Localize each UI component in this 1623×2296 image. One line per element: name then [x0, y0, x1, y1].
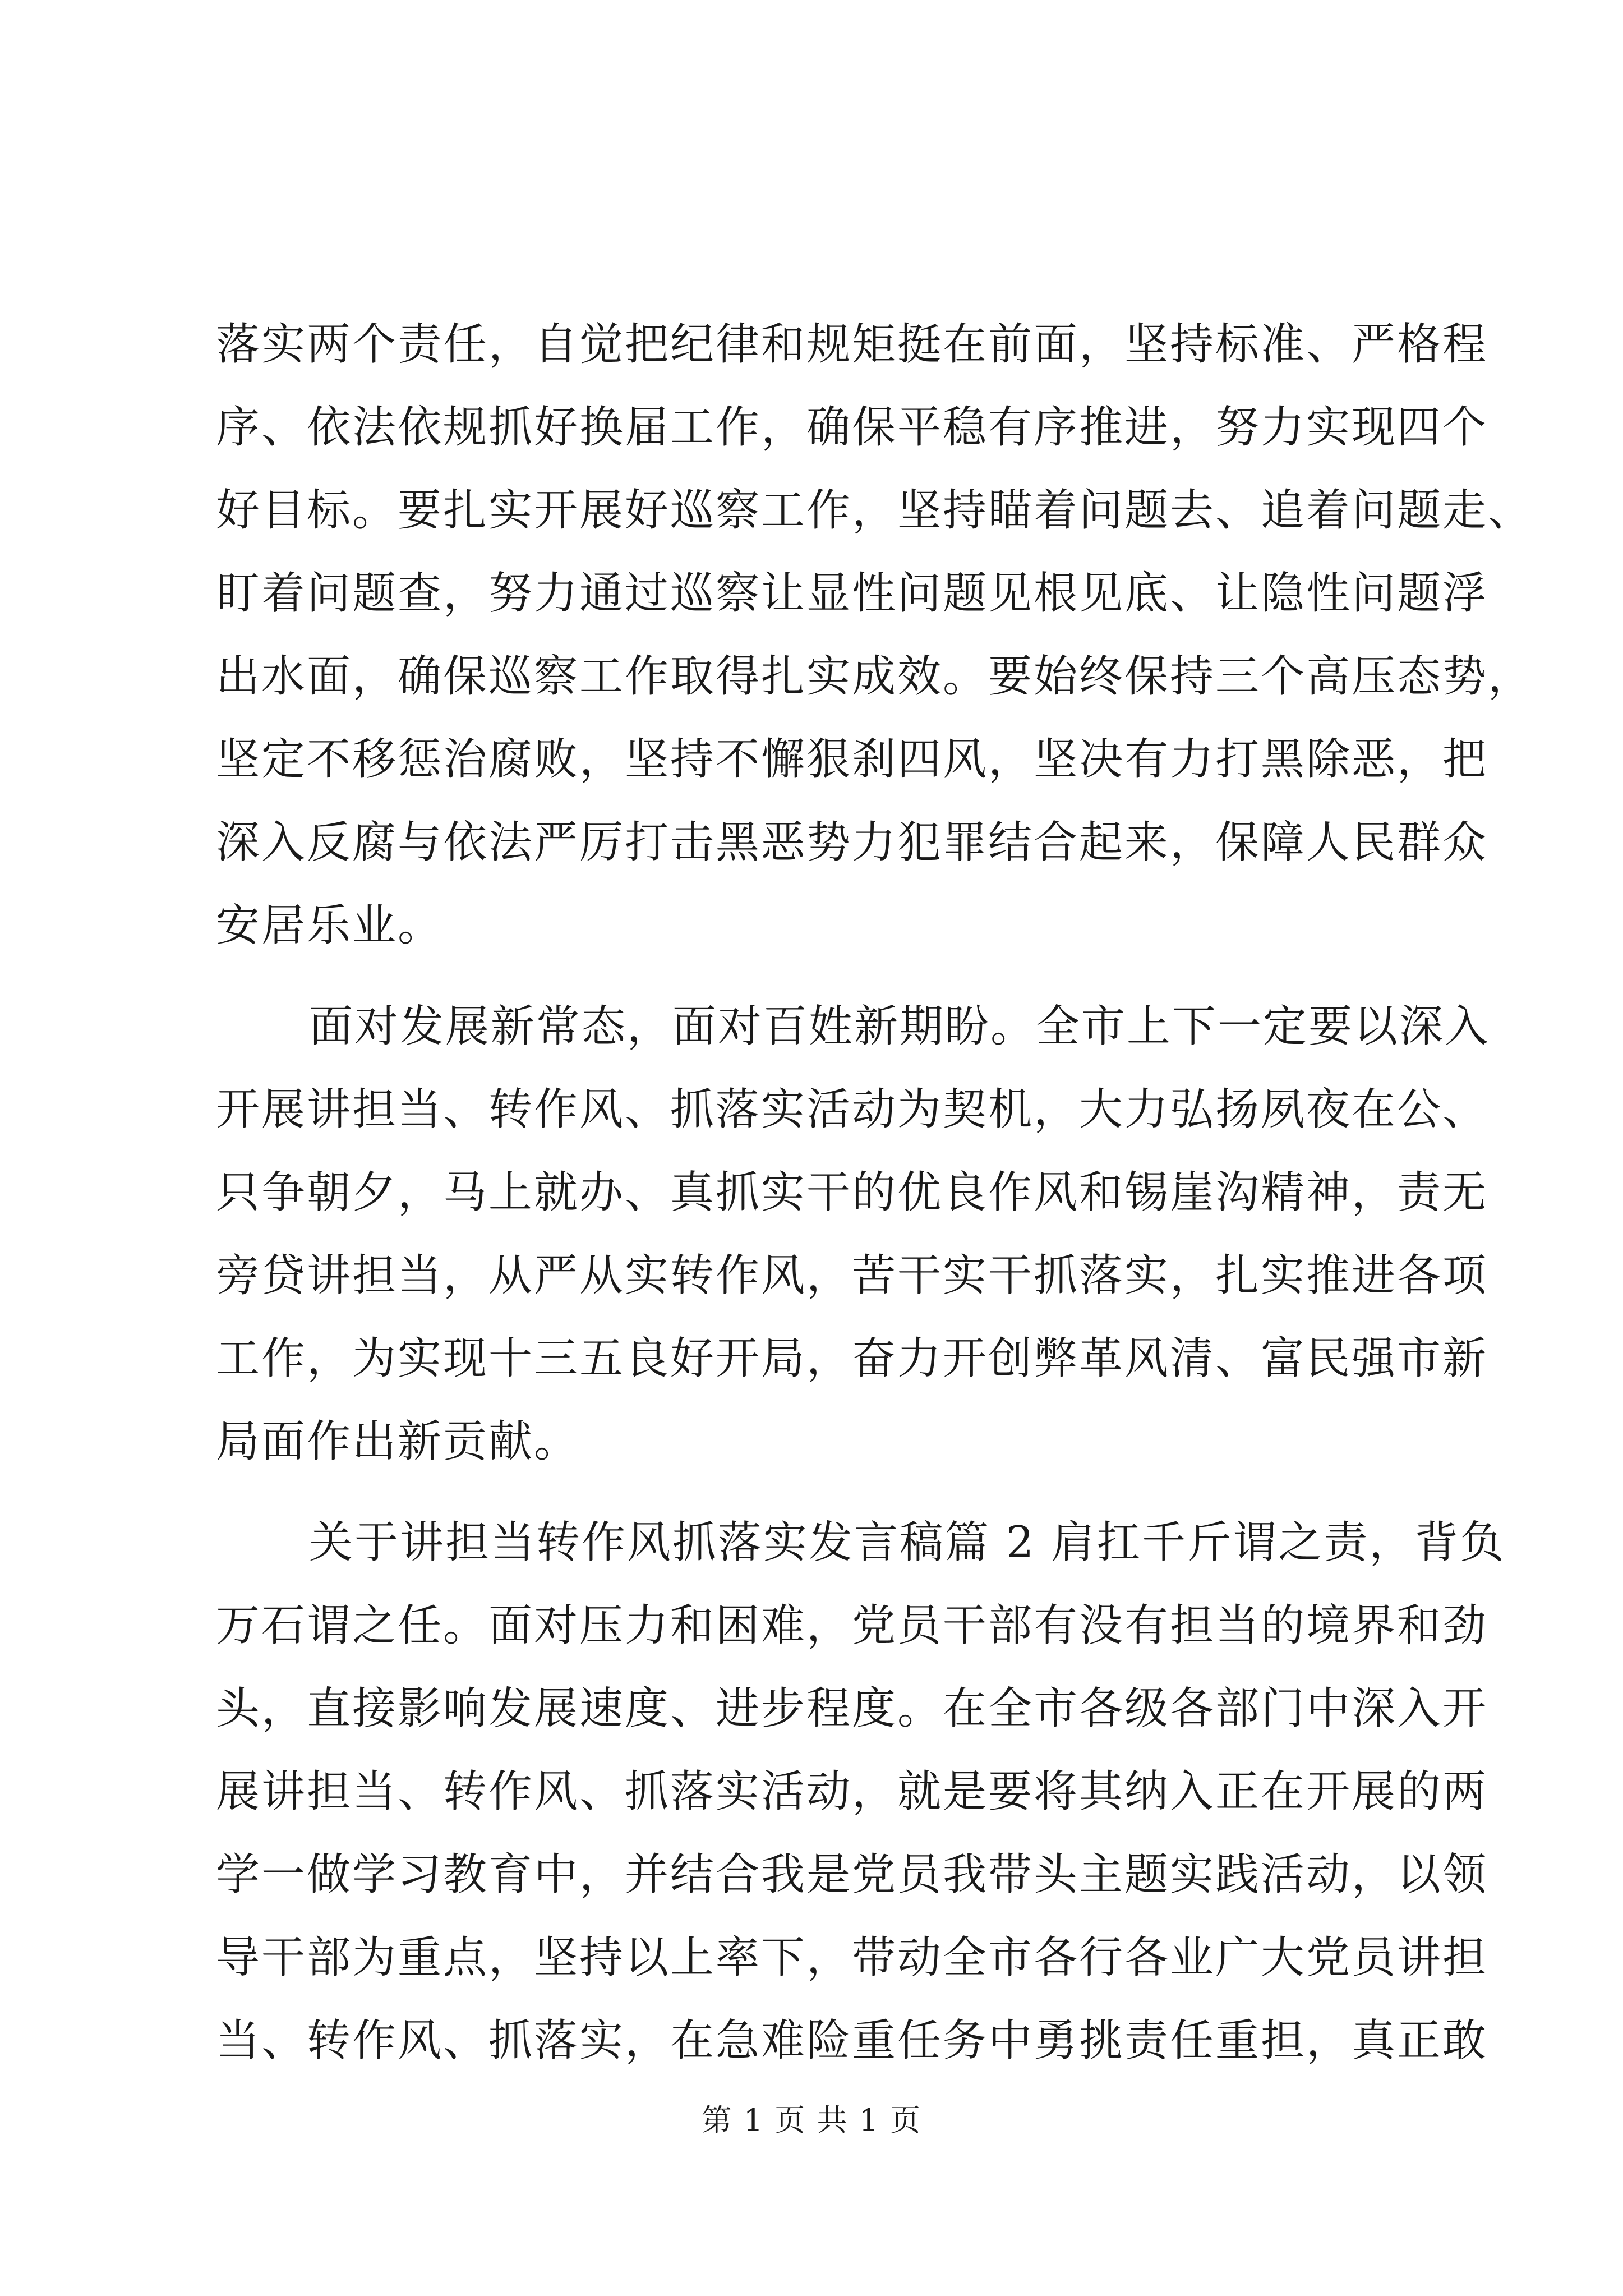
- text-line: 坚定不移惩治腐败，坚持不懈狠刹四风，坚决有力打黑除恶，把: [216, 734, 1488, 785]
- text-line: 当、转作风、抓落实，在急难险重任务中勇挑责任重担，真正敢: [216, 2016, 1488, 2066]
- text-line: 安居乐业。: [216, 900, 444, 951]
- paragraph: [216, 303, 1534, 967]
- text-line: 导干部为重点，坚持以上率下，带动全市各行各业广大党员讲担: [216, 1932, 1488, 1983]
- text-line: 出水面，确保巡察工作取得扎实成效。要始终保持三个高压态势，: [216, 651, 1534, 702]
- paragraph-gap: [216, 967, 1450, 985]
- text-line: 深入反腐与依法严厉打击黑恶势力犯罪结合起来，保障人民群众: [216, 817, 1488, 868]
- text-line: 旁贷讲担当，从严从实转作风，苦干实干抓落实，扎实推进各项: [216, 1250, 1488, 1301]
- text-line: 序、依法依规抓好换届工作，确保平稳有序推进，努力实现四个: [216, 402, 1488, 453]
- text-line: 局面作出新贡献。: [216, 1416, 580, 1467]
- text-line: 关于讲担当转作风抓落实发言稿篇 2 肩扛千斤谓之责，背负: [309, 1517, 1506, 1568]
- text-line: 只争朝夕，马上就办、真抓实干的优良作风和锡崖沟精神，责无: [216, 1167, 1488, 1218]
- text-line: 工作，为实现十三五良好开局，奋力开创弊革风清、富民强市新: [216, 1333, 1488, 1384]
- text-line: 学一做学习教育中，并结合我是党员我带头主题实践活动，以领: [216, 1849, 1488, 1900]
- text-line: 展讲担当、转作风、抓落实活动，就是要将其纳入正在开展的两: [216, 1766, 1488, 1817]
- paragraph: [216, 985, 1491, 1483]
- text-line: 盯着问题查，努力通过巡察让显性问题见根见底、让隐性问题浮: [216, 568, 1488, 619]
- text-line: 面对发展新常态，面对百姓新期盼。全市上下一定要以深入: [309, 1001, 1491, 1052]
- text-line: 好目标。要扎实开展好巡察工作，坚持瞄着问题去、追着问题走、: [216, 485, 1534, 536]
- page-footer: 第 1 页 共 1 页: [701, 2102, 922, 2138]
- text-line: 头，直接影响发展速度、进步程度。在全市各级各部门中深入开: [216, 1683, 1488, 1734]
- paragraph: [216, 1501, 1506, 2082]
- paragraph-gap: [216, 1483, 1450, 1501]
- text-line: 落实两个责任，自觉把纪律和规矩挺在前面，坚持标准、严格程: [216, 319, 1488, 370]
- document-body: [216, 303, 1534, 2082]
- text-line: 开展讲担当、转作风、抓落实活动为契机，大力弘扬夙夜在公、: [216, 1084, 1488, 1135]
- text-line: 万石谓之任。面对压力和困难，党员干部有没有担当的境界和劲: [216, 1600, 1488, 1651]
